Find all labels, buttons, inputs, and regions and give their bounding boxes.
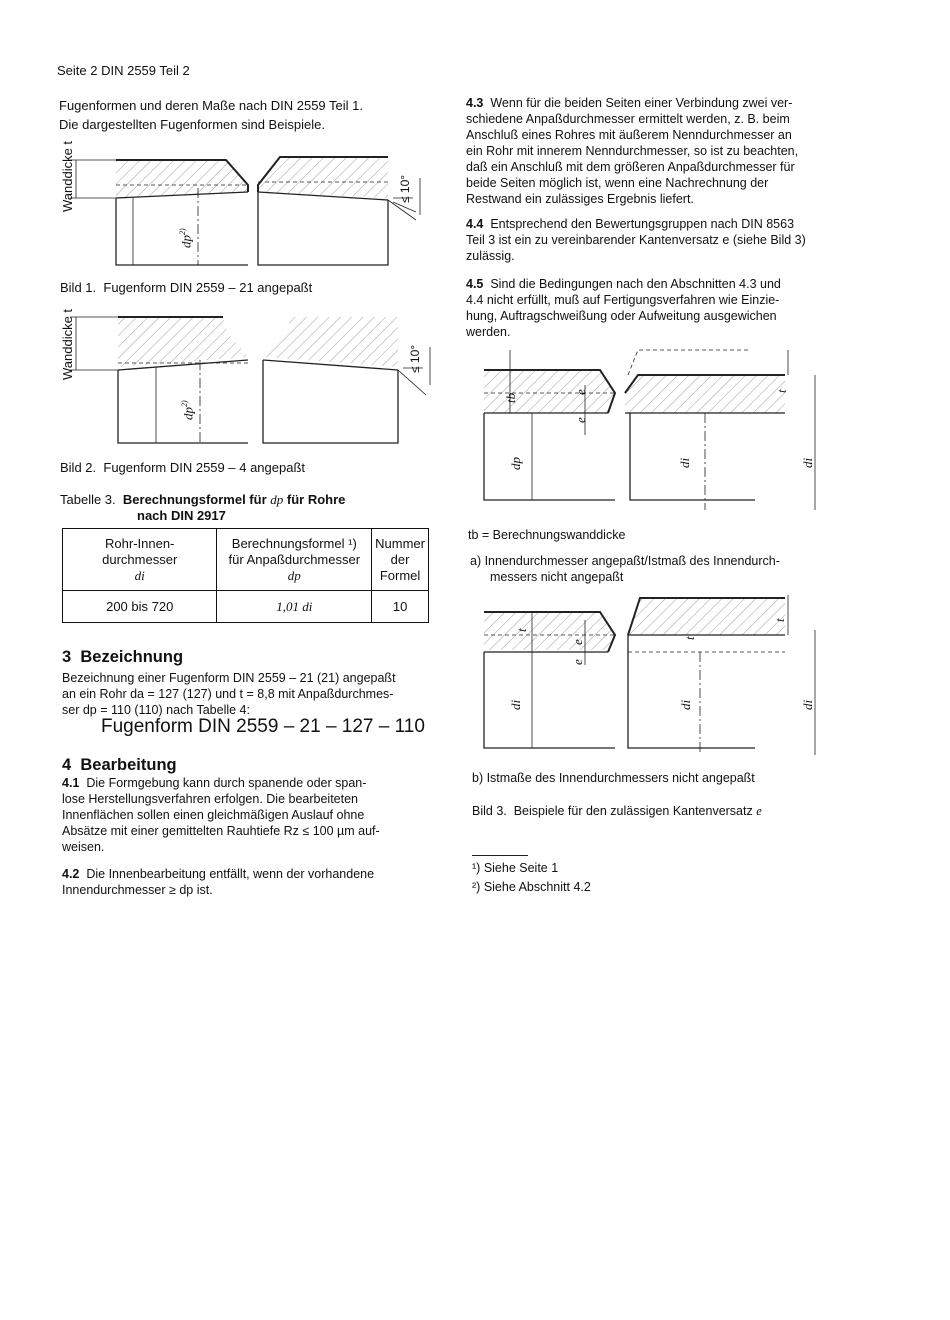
figure-3b <box>470 590 830 750</box>
fig1-wall-label: Wanddicke t <box>60 140 75 212</box>
fig3b-di-label-2: di <box>678 699 693 710</box>
figure-2 <box>58 305 438 445</box>
figure-3a <box>470 345 830 515</box>
fig3b-t-label-3: t <box>772 618 787 622</box>
fig3a-label: a) Innendurchmesser angepaßt/Istmaß des Innendurch- <box>470 554 780 568</box>
fig2-right-hatch <box>263 317 398 367</box>
table3-header-formula: Berechnungsformel ¹) für Anpaßdurchmesser dp <box>217 529 372 591</box>
fig2-dp-label: $dp^{2)}$ <box>180 400 196 420</box>
fig3a-label-2: messers nicht angepaßt <box>490 570 624 584</box>
intro-line-2: Die dargestellten Fugenformen sind Beispiele. <box>59 117 325 132</box>
fig3b-di-label-1: di <box>508 699 523 710</box>
table3-cell-number: 10 <box>372 591 429 623</box>
section-3-heading: 3 Bezeichnung <box>62 648 184 666</box>
intro-line-1: Fugenformen und deren Maße nach DIN 2559 Teil 1. <box>59 98 363 113</box>
fig2-left-hatch <box>118 317 248 367</box>
fig3b-right-hatch <box>628 598 785 635</box>
footnote-divider <box>472 855 528 856</box>
para-4-5: 4.5 Sind die Bedingungen nach den Abschnitten 4.3 und 4.4 nicht erfüllt, muß auf Fertigungsverfahren wie Einzie- hung, Auftragschweißung oder Aufweitung ausgewichen werden. <box>466 277 781 339</box>
footnote-2: ²) Siehe Abschnitt 4.2 <box>472 880 591 894</box>
para-4-2: 4.2 Die Innenbearbeitung entfällt, wenn der vorhandene Innendurchmesser ≥ dp ist. <box>62 867 375 897</box>
figure-1-drawing <box>58 140 438 275</box>
fig3a-di-label-2: di <box>800 457 815 468</box>
figure-3b-drawing <box>470 590 830 750</box>
para-4-3: 4.3 Wenn für die beiden Seiten einer Verbindung zwei ver- schiedene Anpaßdurchmesser ermittelt werden, z. B. beim Anschluß eines Rohres mit äußerem Nenndurchmesser an ein Rohr mit innerem Nenndurchmesser, so ist zu beachten, daß ein Anschluß mit dem größeren Anpaßdurchmesser für beide Seiten möglich ist, wenn eine Nachrechnung der Restwand ein zulässiges Ergebnis liefert. <box>466 96 799 206</box>
fig3b-di-label-3: di <box>800 699 815 710</box>
fig3a-e-label-1: e <box>573 389 588 395</box>
figure-3a-drawing <box>470 345 830 515</box>
footnote-1: ¹) Siehe Seite 1 <box>472 861 559 875</box>
table3-caption-line2: nach DIN 2917 <box>137 508 226 523</box>
table3-caption: Tabelle 3. Berechnungsformel für dp für Rohre <box>60 492 346 507</box>
fig1-angle-label: ≤ 10° <box>398 174 412 203</box>
table3-cell-formula: 1,01 di <box>217 591 372 623</box>
figure-1 <box>58 140 438 275</box>
fig3a-left-hatch <box>484 370 615 413</box>
table-3 <box>62 528 429 623</box>
table3-header-di: Rohr-Innen- durchmesser di <box>63 529 217 591</box>
section-4-heading: 4 Bearbeitung <box>62 756 177 774</box>
fig3b-e-label-1: e <box>570 639 585 645</box>
fig1-dp-label: $dp^{2)}$ <box>178 228 194 248</box>
fig3a-t-label: t <box>774 389 789 393</box>
figure-2-drawing <box>58 305 438 445</box>
fig3a-tb-label: tb <box>503 392 518 403</box>
sec3-line-3: ser dp = 110 (110) nach Tabelle 4: <box>62 703 250 717</box>
fig3-caption: Bild 3. Beispiele für den zulässigen Kantenversatz e <box>472 804 762 818</box>
designation: Fugenform DIN 2559 – 21 – 127 – 110 <box>101 716 425 737</box>
fig1-right-hatch <box>258 157 388 198</box>
fig3b-e-label-2: e <box>570 659 585 665</box>
fig3b-t-label-2: t <box>682 636 697 640</box>
table-row <box>63 591 429 623</box>
page-header: Seite 2 DIN 2559 Teil 2 <box>57 63 190 78</box>
table3-cell-range: 200 bis 720 <box>63 591 217 623</box>
fig1-caption: Bild 1. Fugenform DIN 2559 – 21 angepaßt <box>60 280 313 295</box>
fig2-caption: Bild 2. Fugenform DIN 2559 – 4 angepaßt <box>60 460 305 475</box>
fig3a-right-hatch <box>625 375 785 413</box>
table3-header-number: Nummer der Formel <box>372 529 429 591</box>
fig3b-left-hatch <box>484 612 615 650</box>
tb-definition: tb = Berechnungswanddicke <box>468 528 626 542</box>
fig2-angle-label: ≤ 10° <box>408 344 422 373</box>
fig3a-e-label-2: e <box>573 417 588 423</box>
fig3b-t-label-1: t <box>514 628 529 632</box>
table3-header-row <box>63 529 429 591</box>
fig3a-dp-label: dp <box>508 457 523 470</box>
fig2-wall-label: Wanddicke t <box>60 308 75 380</box>
fig3a-di-label-1: di <box>677 457 692 468</box>
sec3-line-1: Bezeichnung einer Fugenform DIN 2559 – 21 (21) angepaßt <box>62 671 396 685</box>
sec3-line-2: an ein Rohr da = 127 (127) und t = 8,8 mit Anpaßdurchmes- <box>62 687 394 701</box>
fig3b-label: b) Istmaße des Innendurchmessers nicht angepaßt <box>472 771 755 785</box>
para-4-4: 4.4 Entsprechend den Bewertungsgruppen nach DIN 8563 Teil 3 ist ein zu vereinbarender Kantenversatz e (siehe Bild 3) zulässig. <box>466 217 806 263</box>
para-4-1: 4.1 Die Formgebung kann durch spanende oder span- lose Herstellungsverfahren erfolgen. Die bearbeiteten Innenflächen sollen einen gleichmäßigen Auslauf ohne Absätze mit einer gemittelten Rauhtiefe Rz ≤ 100 µm auf- weisen. <box>62 776 380 854</box>
